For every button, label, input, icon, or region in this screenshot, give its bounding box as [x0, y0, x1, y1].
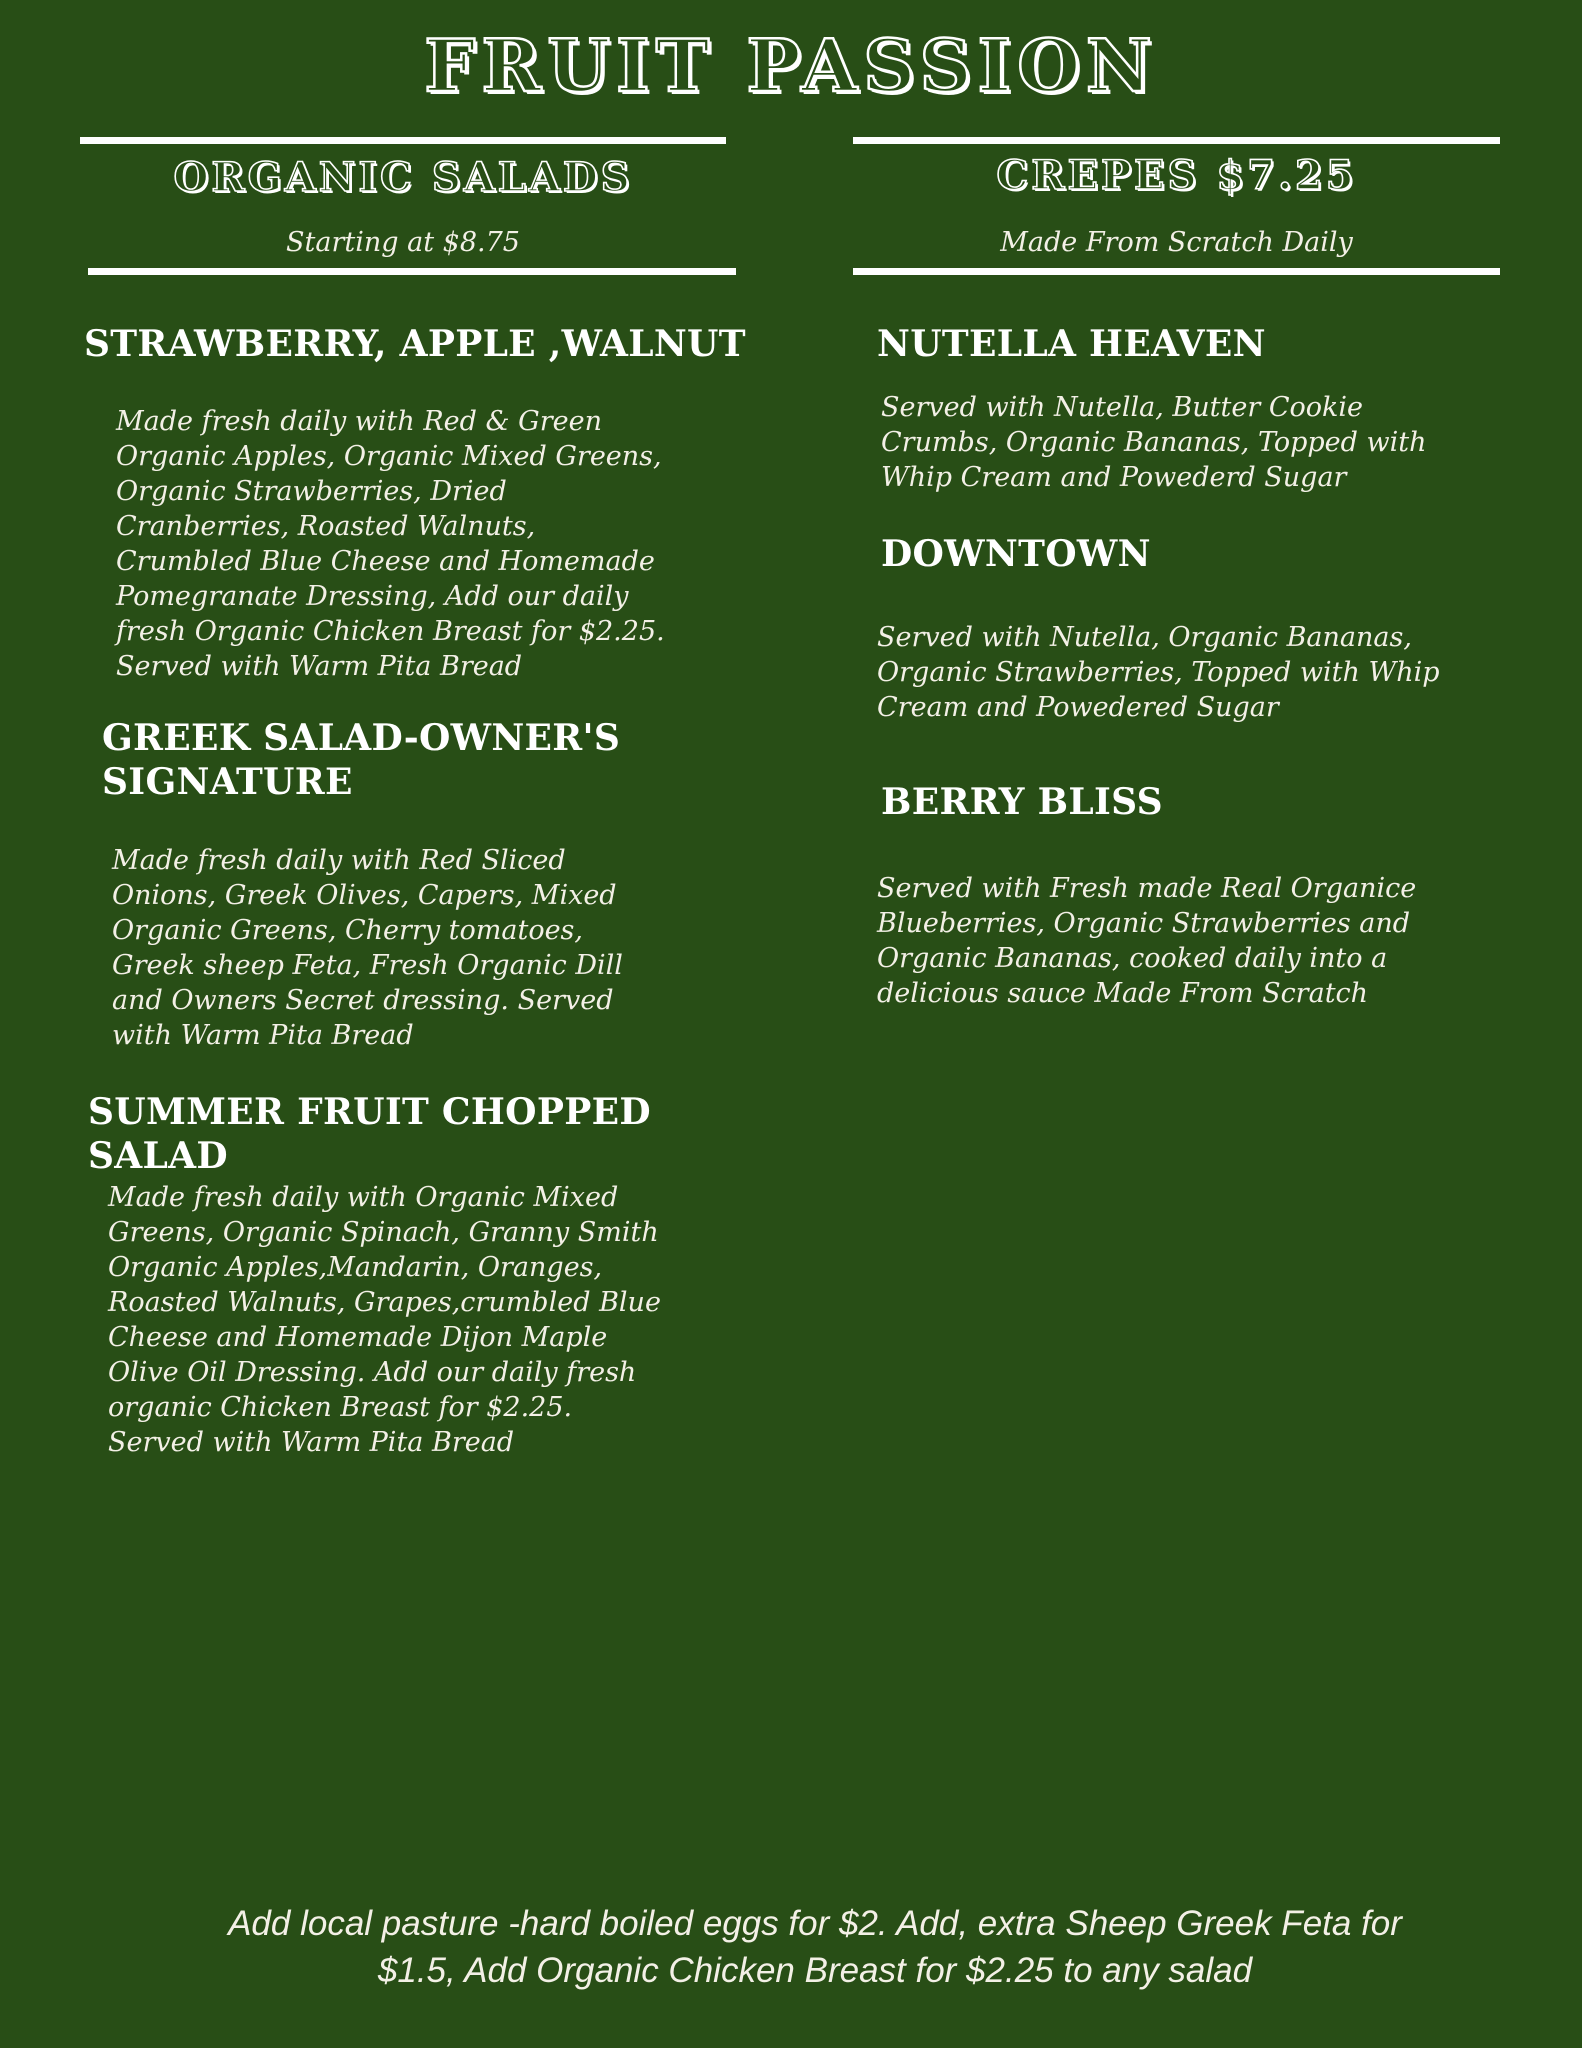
- salad-item-name: SUMMER FRUIT CHOPPED SALAD: [88, 1091, 651, 1177]
- salad-item-name: GREEK SALAD-OWNER'S SIGNATURE: [102, 717, 621, 803]
- crepe-item-description: Served with Fresh made Real Organice Blueberries, Organic Strawberries and Organic Bananas, cooked daily into a delicious sauce Made From Scratch: [877, 873, 1417, 1009]
- crepe-item-description: Served with Nutella, Butter Cookie Crumbs, Organic Bananas, Topped with Whip Cream and Powederd Sugar: [881, 392, 1427, 493]
- salad-item-description: Made fresh daily with Red Sliced Onions, Greek Olives, Capers, Mixed Organic Greens, Cherry tomatoes, Greek sheep Feta, Fresh Organic Dill and Owners Secret dressing. Served with Warm Pita Bread: [112, 845, 623, 1051]
- crepe-item-name: NUTELLA HEAVEN: [877, 323, 1266, 365]
- crepe-item-description: Served with Nutella, Organic Bananas, Organic Strawberries, Topped with Whip Cream and Powedered Sugar: [877, 622, 1440, 723]
- menu-title: FRUIT PASSION: [424, 23, 1158, 108]
- crepes-bottom-rule: [853, 268, 1500, 275]
- salad-item-name: STRAWBERRY, APPLE ,WALNUT: [84, 323, 746, 365]
- salads-subheading: Starting at $8.75: [286, 227, 520, 258]
- salads-top-rule: [80, 137, 726, 144]
- salads-heading: ORGANIC SALADS: [173, 154, 633, 201]
- salad-item-description: Made fresh daily with Organic Mixed Greens, Organic Spinach, Granny Smith Organic Apples,Mandarin, Oranges, Roasted Walnuts, Grapes,crumbled Blue Cheese and Homemade Dijon Maple Olive Oil Dressing. Add our daily fresh organic Chicken Breast for $2.25. Served with Warm Pita Bread: [108, 1182, 661, 1458]
- menu-footer-note: Add local pasture -hard boiled eggs for $2. Add, extra Sheep Greek Feta for $1.5, Add Organic Chicken Breast for $2.25 to any salad: [228, 1904, 1402, 1990]
- salad-item-description: Made fresh daily with Red & Green Organic Apples, Organic Mixed Greens, Organic Strawberries, Dried Cranberries, Roasted Walnuts, Crumbled Blue Cheese and Homemade Pomegranate Dressing, Add our daily fresh Organic Chicken Breast for $2.25. Served with Warm Pita Bread: [116, 406, 665, 682]
- crepes-subheading: Made From Scratch Daily: [1000, 227, 1353, 258]
- crepes-heading: CREPES $7.25: [996, 152, 1357, 199]
- crepes-top-rule: [853, 137, 1500, 144]
- salads-bottom-rule: [88, 268, 736, 275]
- crepe-item-name: BERRY BLISS: [881, 781, 1163, 823]
- crepe-item-name: DOWNTOWN: [881, 533, 1151, 575]
